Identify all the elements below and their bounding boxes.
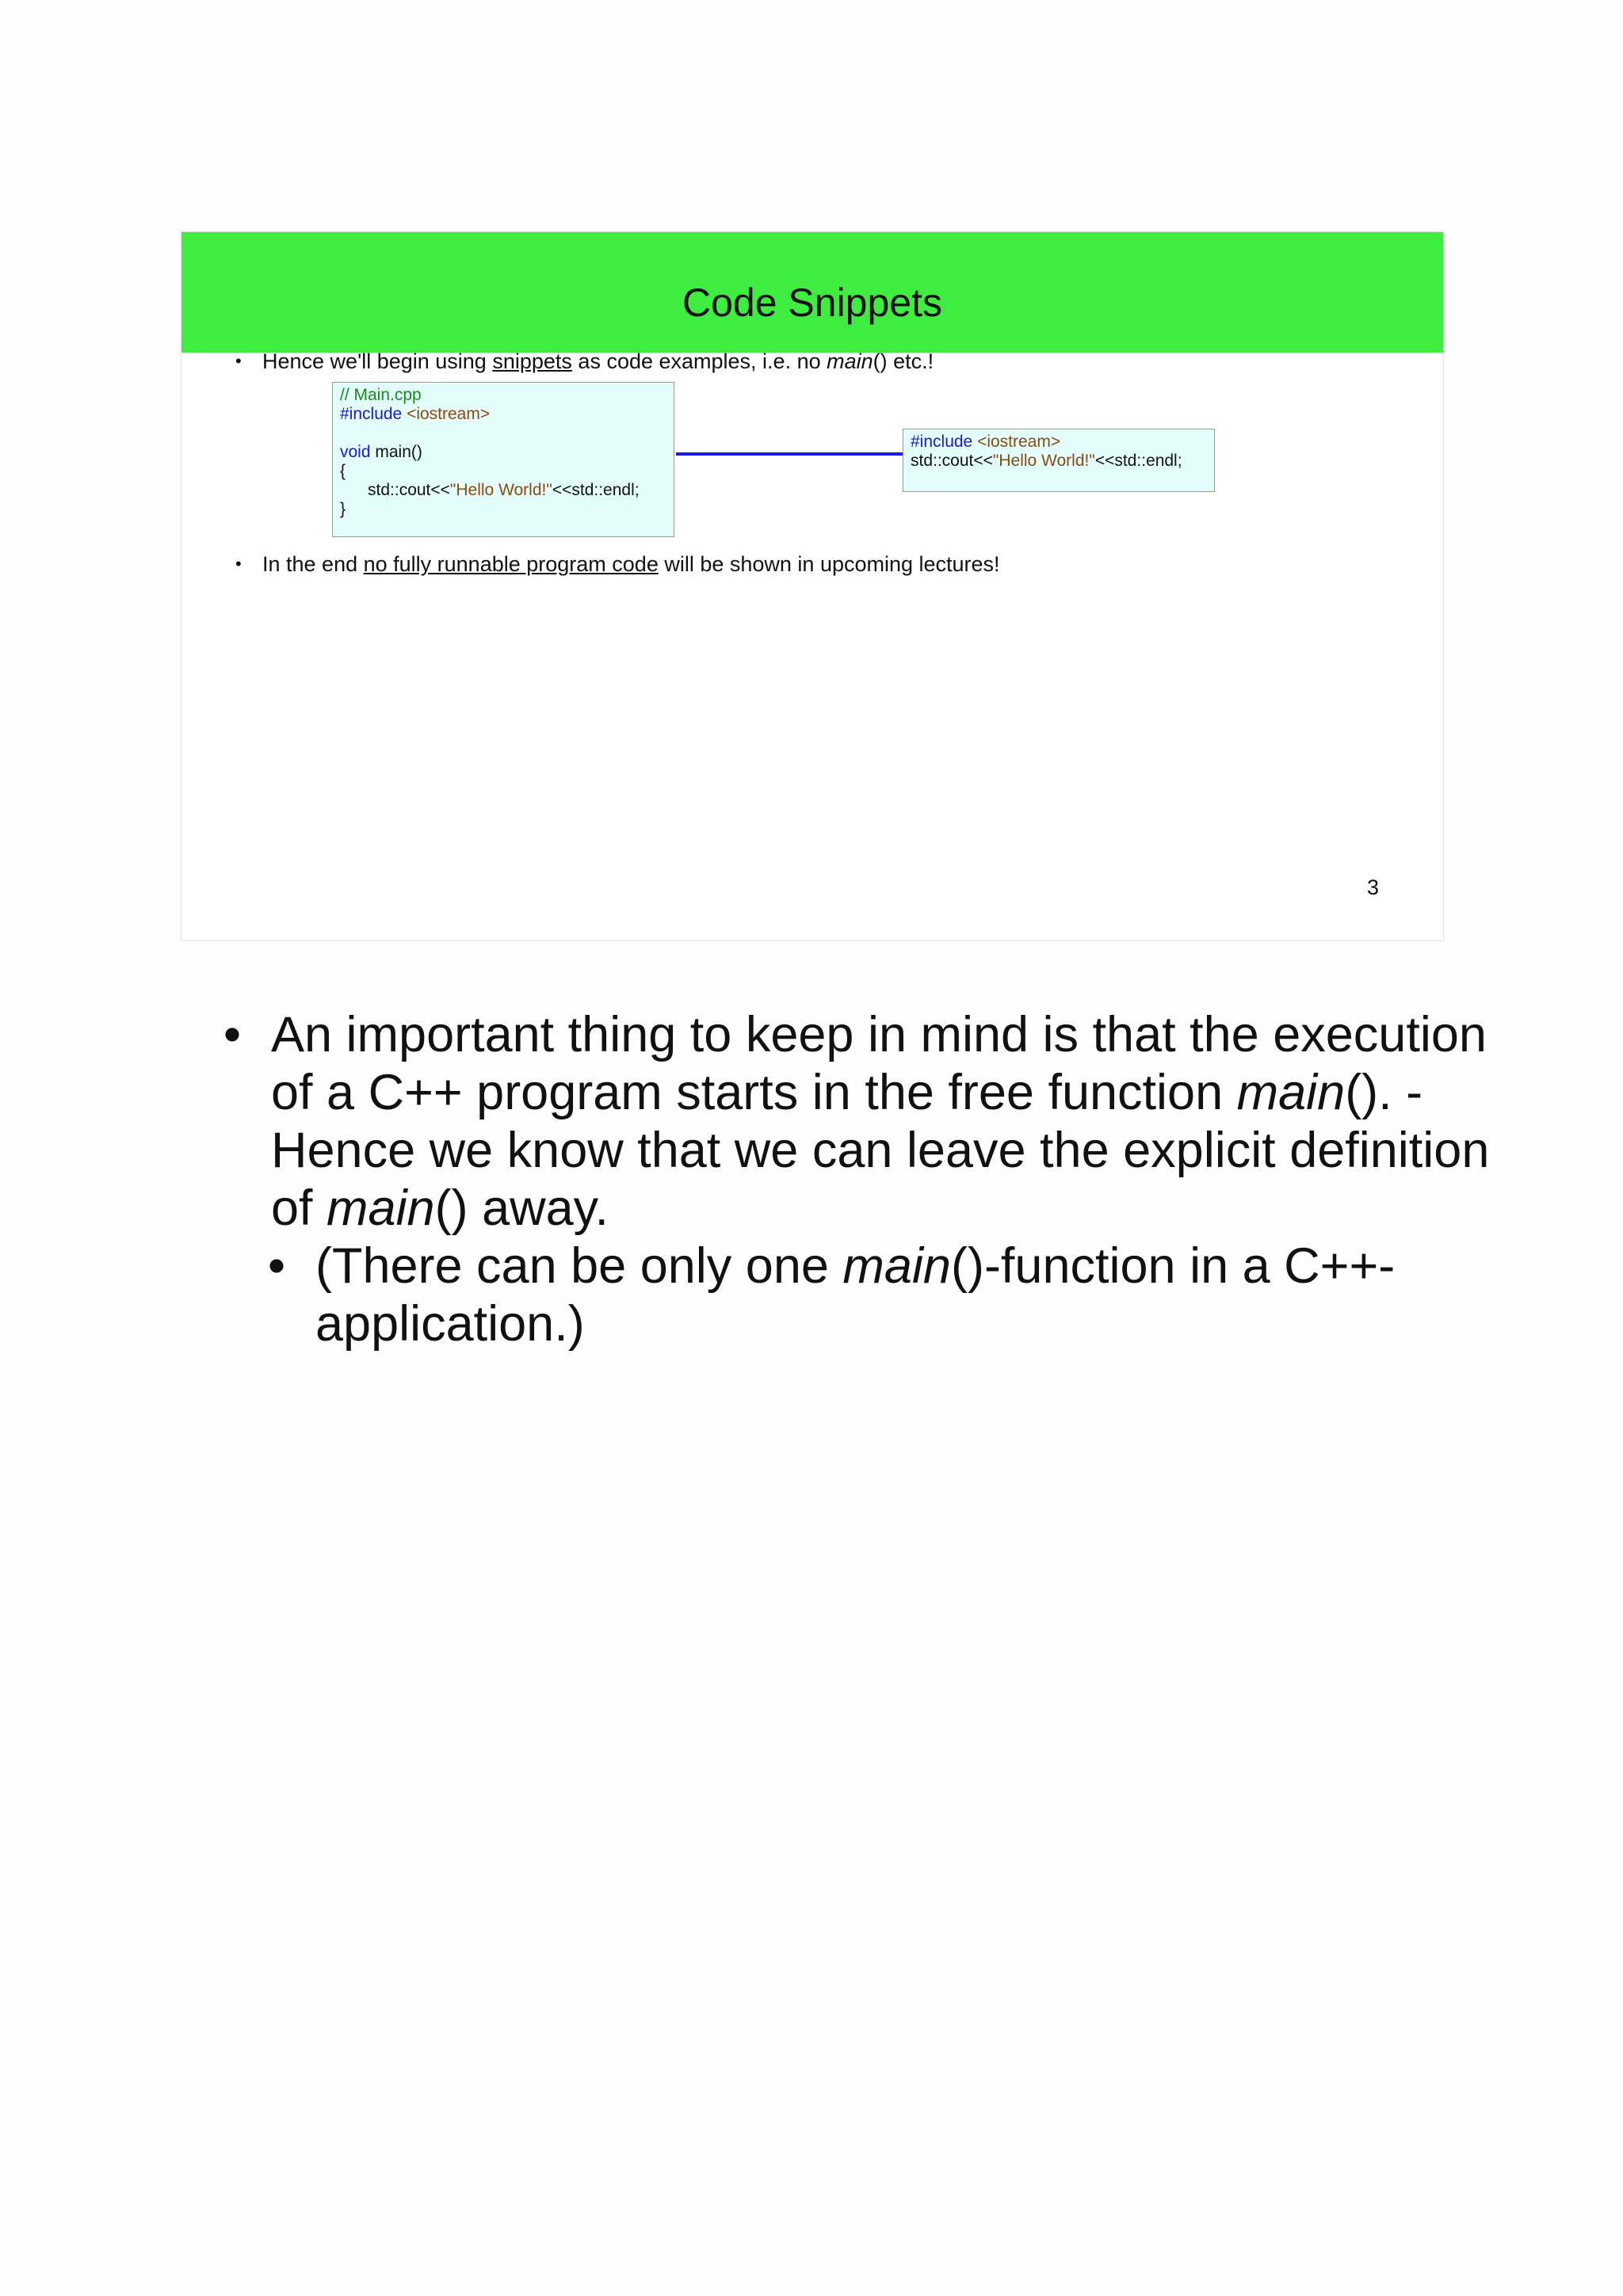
bullet-dot: • bbox=[223, 1007, 242, 1062]
note-text: (). - Hence we know that we can leave the explicit definition of bbox=[271, 1065, 1490, 1236]
note-item-2 bbox=[223, 1238, 1523, 1353]
code-keyword: #include bbox=[340, 405, 403, 423]
bullet-text: as code examples, i.e. no bbox=[571, 349, 827, 373]
code-text: main() bbox=[370, 443, 422, 461]
slide-header bbox=[181, 232, 1443, 353]
code-string: "Hello World!" bbox=[449, 481, 552, 499]
slide-bullet-2 bbox=[235, 552, 1000, 577]
code-string: <iostream> bbox=[402, 405, 491, 423]
underlined-text: no fully runnable program code bbox=[363, 552, 659, 576]
code-string: "Hello World!" bbox=[992, 452, 1095, 470]
bullet-text: In the end bbox=[262, 552, 364, 576]
italic-text: main bbox=[842, 1238, 951, 1294]
bullet-text: Hence we'll begin using bbox=[262, 349, 493, 373]
note-item-1 bbox=[223, 1006, 1523, 1238]
italic-text: main bbox=[827, 349, 873, 373]
note-text: ()-function in a C++-application.) bbox=[315, 1238, 1396, 1352]
italic-text: main bbox=[327, 1180, 435, 1236]
code-text: <<std::endl; bbox=[1094, 452, 1182, 470]
code-text: std::cout<< bbox=[911, 452, 993, 470]
bullet-dot: • bbox=[235, 554, 242, 574]
note-text: An important thing to keep in mind is that the execution of a C++ program starts in the free function bbox=[271, 1007, 1487, 1120]
speaker-notes bbox=[223, 1006, 1523, 1353]
code-text: <<std::endl; bbox=[552, 481, 640, 499]
code-box-full-program bbox=[332, 382, 674, 537]
slide-title: Code Snippets bbox=[682, 280, 942, 325]
code-keyword: #include bbox=[911, 433, 973, 451]
bullet-text: will be shown in upcoming lectures! bbox=[658, 552, 1000, 576]
bullet-text: () etc.! bbox=[873, 349, 934, 373]
note-text: (There can be only one bbox=[315, 1238, 843, 1294]
code-text: std::cout<< bbox=[340, 481, 450, 499]
code-box-snippet bbox=[903, 429, 1215, 492]
arrow-icon bbox=[674, 438, 928, 470]
code-text: { bbox=[340, 462, 346, 480]
italic-text: main bbox=[1236, 1065, 1346, 1120]
bullet-dot: • bbox=[268, 1238, 286, 1294]
code-comment: // Main.cpp bbox=[340, 386, 422, 404]
bullet-dot: • bbox=[235, 351, 242, 371]
code-keyword: void bbox=[340, 443, 371, 461]
code-text: } bbox=[340, 500, 346, 518]
underlined-text: snippets bbox=[492, 349, 572, 373]
slide-bullet-1 bbox=[235, 349, 934, 374]
note-text: () away. bbox=[434, 1180, 609, 1236]
code-string: <iostream> bbox=[972, 433, 1061, 451]
slide bbox=[181, 231, 1444, 941]
page-number: 3 bbox=[1367, 875, 1380, 899]
